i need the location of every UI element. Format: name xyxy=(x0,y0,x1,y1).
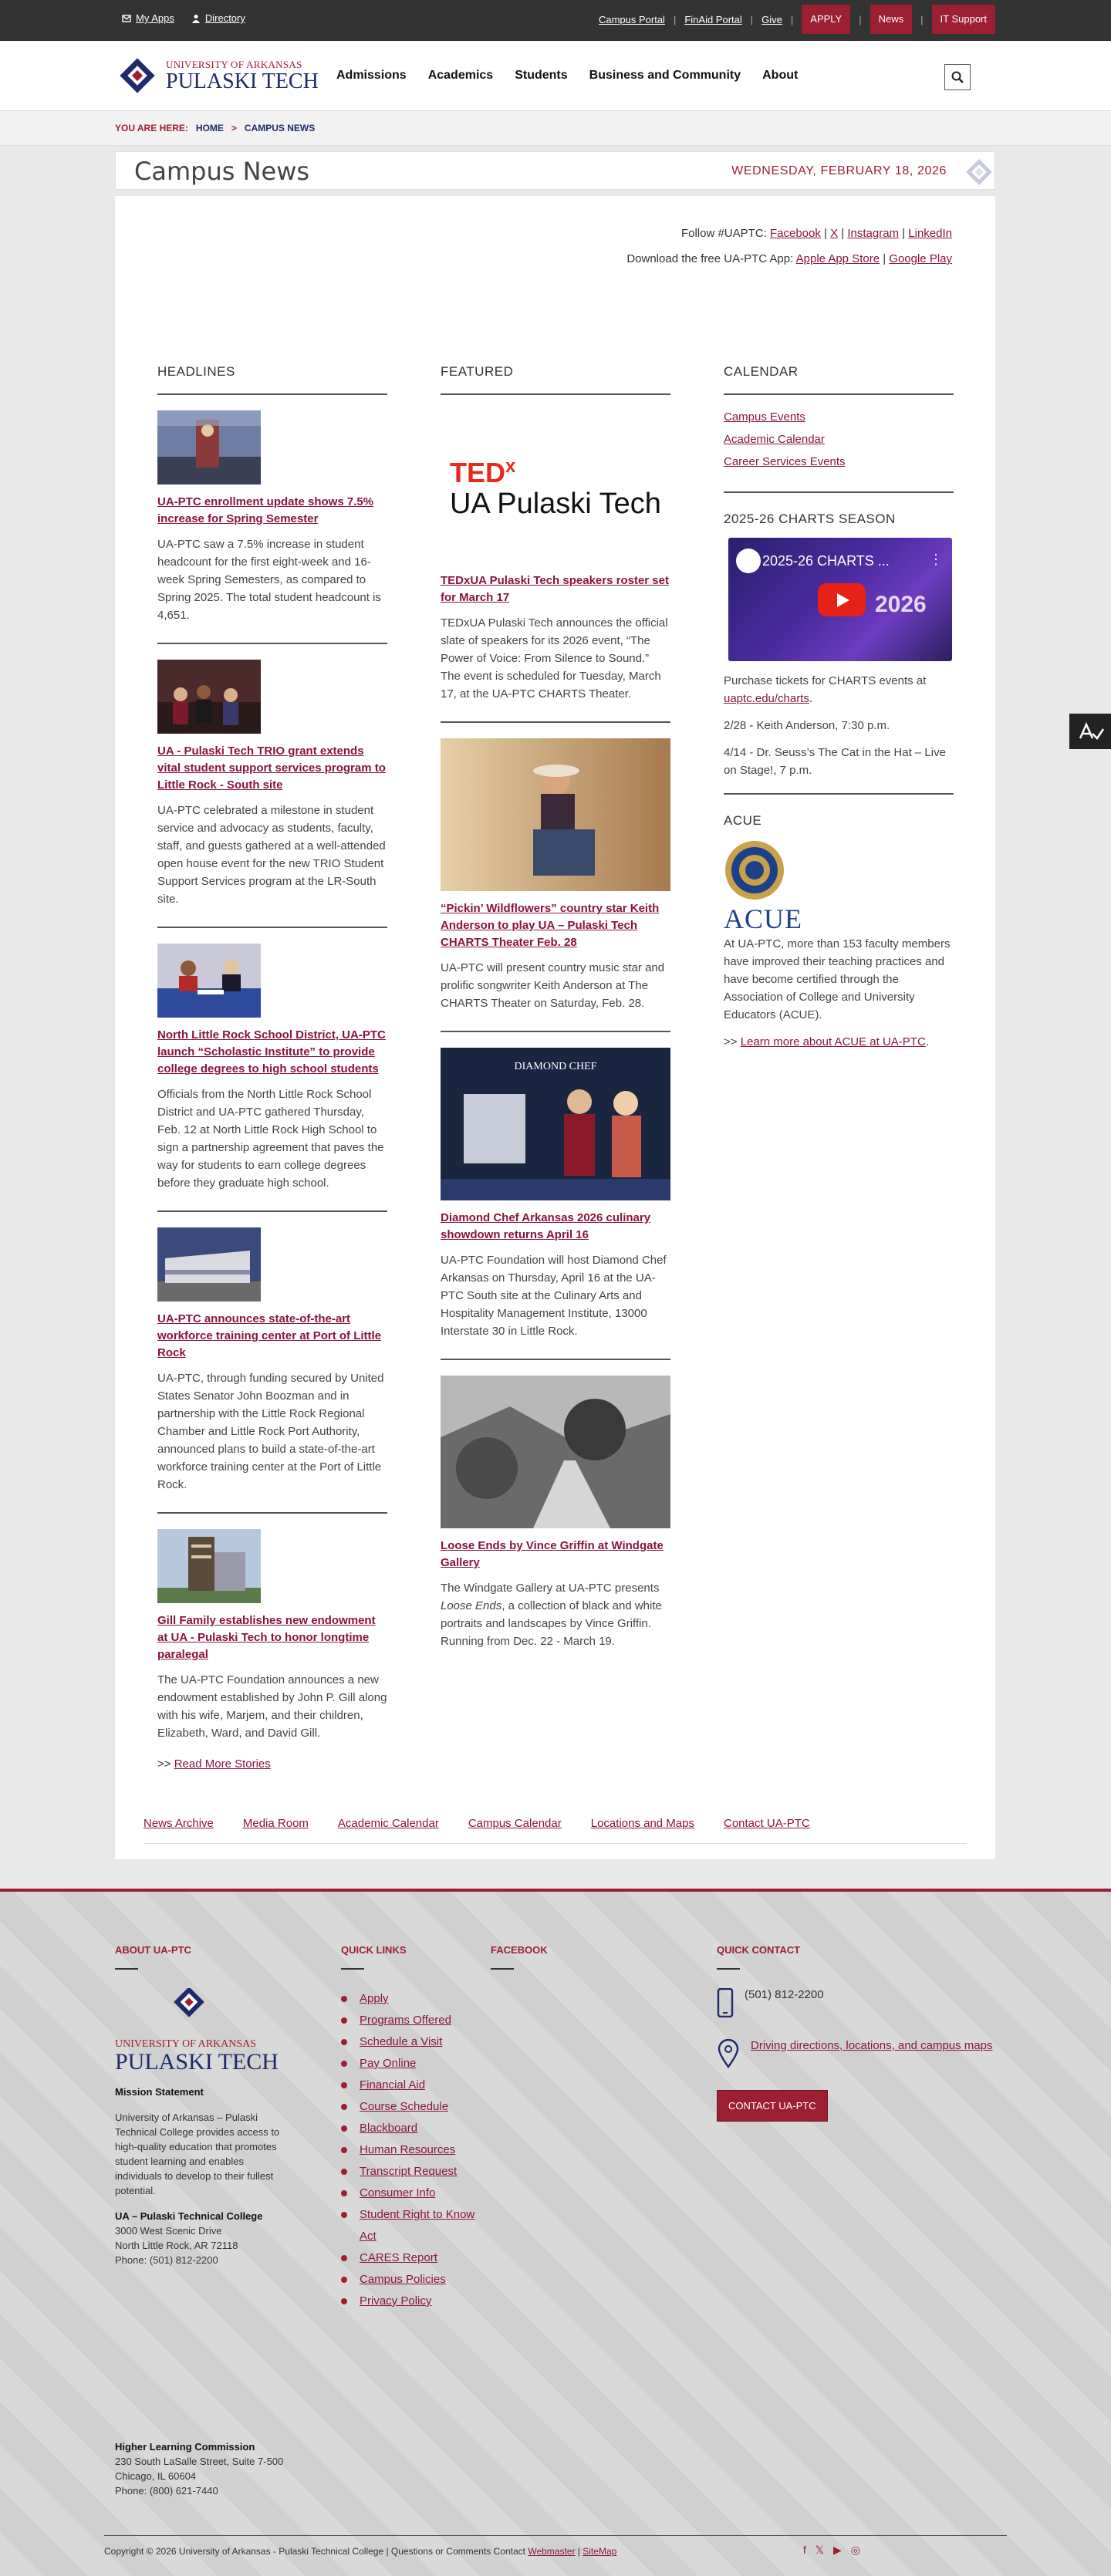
featured-summary-a: The Windgate Gallery at UA-PTC presents xyxy=(441,1582,660,1595)
directory-link[interactable] xyxy=(191,12,245,24)
nav-admissions[interactable]: Admissions xyxy=(336,69,407,82)
quick-link-blackboard[interactable]: Blackboard xyxy=(360,2122,418,2135)
loose-ends-photo[interactable] xyxy=(441,1376,670,1528)
headline-story xyxy=(157,644,387,928)
footer-facebook xyxy=(491,1944,645,1988)
instagram-link[interactable]: Instagram xyxy=(847,227,900,240)
search-icon xyxy=(951,71,964,83)
quick-link-course-schedule[interactable]: Course Schedule xyxy=(360,2100,449,2113)
divider: | xyxy=(920,13,924,25)
read-more-link[interactable]: Read More Stories xyxy=(174,1757,271,1771)
map-pin-icon xyxy=(717,2039,740,2068)
diamond-logo-icon xyxy=(115,53,160,98)
quick-link-item xyxy=(341,2053,488,2075)
site-header xyxy=(0,41,1111,111)
nav-students[interactable]: Students xyxy=(515,69,568,82)
phone-line: Phone: (501) 812-2200 xyxy=(115,2254,218,2266)
quick-link-item xyxy=(341,2118,488,2139)
featured-link[interactable]: Diamond Chef Arkansas 2026 culinary showdown returns April 16 xyxy=(441,1211,651,1241)
featured-link[interactable]: “Pickin’ Wildflowers” country star Keith Anderson to play UA – Pulaski Tech CHARTS Theater Feb. 28 xyxy=(441,902,660,949)
event-item: 2/28 - Keith Anderson, 7:30 p.m. xyxy=(724,719,890,732)
divider xyxy=(144,1843,967,1844)
copyright: Copyright © 2026 University of Arkansas - Pulaski Technical College | Questions or Comments Contact Webmaster | SiteMap xyxy=(104,2546,617,2557)
acue-seal-icon xyxy=(724,839,785,901)
footer-about xyxy=(115,1944,285,2267)
instagram-icon[interactable]: ◎ xyxy=(850,2544,860,2556)
read-more xyxy=(157,1757,387,1771)
nav-academics[interactable]: Academics xyxy=(427,69,494,82)
tedx-logo[interactable] xyxy=(441,410,670,563)
scholastic-thumbnail[interactable] xyxy=(157,944,261,1018)
acue-description: At UA-PTC, more than 153 faculty members have improved their teaching practices and have become certified through the Association of College and University Educators (ACUE). xyxy=(724,937,951,1021)
mission-heading xyxy=(115,2085,285,2099)
event-item: 4/14 - Dr. Seuss’s The Cat in the Hat – Live on Stage!, 7 p.m. xyxy=(724,746,946,777)
headline-summary: Officials from the North Little Rock School District and UA-PTC gathered Thursday, Feb. 12 at North Little Rock High School to sign a partnership agreement that paves the way for students to earn college degrees before they graduate high school. xyxy=(157,1088,384,1190)
featured-link[interactable]: TEDxUA Pulaski Tech speakers roster set for March 17 xyxy=(441,574,669,604)
headline-story xyxy=(157,1514,387,1761)
trio-thumbnail[interactable] xyxy=(157,660,261,734)
diamond-chef-photo[interactable] xyxy=(441,1048,670,1200)
channel-avatar xyxy=(736,549,761,573)
featured-summary-title: Loose Ends xyxy=(441,1599,502,1612)
footer-quick-links xyxy=(341,1944,488,2312)
page-title-bar xyxy=(115,151,995,190)
quick-link-apply[interactable]: Apply xyxy=(360,1992,389,2005)
logo-line1: UNIVERSITY OF ARKANSAS xyxy=(166,59,302,70)
quick-link-item xyxy=(341,2247,488,2269)
tedx-wordmark xyxy=(450,453,670,487)
my-apps-label: My Apps xyxy=(136,12,174,24)
divider: | xyxy=(750,13,754,25)
college-name xyxy=(115,2209,285,2223)
headline-link[interactable]: UA-PTC announces state-of-the-art workforce training center at Port of Little Rock xyxy=(157,1312,382,1359)
campus-portal-link[interactable]: Campus Portal xyxy=(598,13,665,25)
main-nav xyxy=(336,69,798,83)
headline-link[interactable]: UA - Pulaski Tech TRIO grant extends vital student support services program to Little Rock - South site xyxy=(157,744,386,792)
quick-link-policies[interactable]: Campus Policies xyxy=(360,2273,446,2286)
utility-bar xyxy=(0,0,1111,41)
facebook-heading: FACEBOOK xyxy=(491,1944,548,1956)
academic-calendar-link[interactable]: Academic Calendar xyxy=(337,1817,439,1830)
main-content xyxy=(115,196,995,1859)
quick-link-item xyxy=(341,2075,488,2096)
page-title: Campus News xyxy=(134,157,310,186)
quick-links-heading: QUICK LINKS xyxy=(341,1944,407,1956)
charts-season-heading: 2025-26 CHARTS SEASON xyxy=(724,511,896,526)
quick-link-item xyxy=(341,2183,488,2204)
quick-contact-heading: QUICK CONTACT xyxy=(717,1944,801,1956)
site-logo[interactable] xyxy=(115,53,319,98)
keith-anderson-photo[interactable] xyxy=(441,738,670,891)
facebook-icon[interactable]: f xyxy=(802,2544,806,2556)
hlc-address: 230 South LaSalle Street, Suite 7-500 xyxy=(115,2456,284,2467)
hlc-heading xyxy=(115,2439,346,2454)
social-follow: Follow #UAPTC: Facebook | X | Instagram | LinkedIn xyxy=(680,227,952,240)
footer-logo-line1: UNIVERSITY OF ARKANSAS xyxy=(115,2038,257,2050)
bottom-nav xyxy=(144,1817,810,1830)
media-room-link[interactable]: Media Room xyxy=(242,1817,309,1830)
campus-calendar-link[interactable]: Campus Calendar xyxy=(468,1817,562,1830)
locations-maps-link[interactable]: Locations and Maps xyxy=(590,1817,694,1830)
acue-heading: ACUE xyxy=(724,813,762,828)
calendar-column xyxy=(724,364,954,1051)
career-services-link[interactable]: Career Services Events xyxy=(724,455,846,468)
breadcrumb-label: YOU ARE HERE: xyxy=(115,123,188,133)
divider: | xyxy=(790,13,794,25)
calendar-heading: CALENDAR xyxy=(724,364,954,395)
person-icon xyxy=(191,14,201,23)
quick-link-right-to-know[interactable]: Student Right to Know Act xyxy=(360,2208,475,2243)
featured-heading: FEATURED xyxy=(441,364,670,395)
tedx-x: x xyxy=(505,456,516,477)
mission-text: University of Arkansas – Pulaski Technical College provides access to high-quality education that promotes student learning and enables individuals to develop to their fullest potential. xyxy=(115,2112,280,2196)
charts-tickets-link[interactable]: uaptc.edu/charts xyxy=(724,692,809,705)
contact-directions-row xyxy=(717,2039,994,2068)
hlc-address: Chicago, IL 60604 xyxy=(115,2470,197,2482)
quick-link-item xyxy=(341,2010,488,2031)
it-support-button[interactable]: IT Support xyxy=(932,5,995,34)
hlc-phone: Phone: (800) 621-7440 xyxy=(115,2485,218,2497)
headline-link[interactable]: Gill Family establishes new endowment at UA - Pulaski Tech to honor longtime paralegal xyxy=(157,1614,376,1661)
headline-summary: UA-PTC, through funding secured by United States Senator John Boozman and in partnership with the Little Rock Regional Chamber and Little Rock Port Authority, announced plans to build a state-of-the-art workforce training center at the Port of Little Rock. xyxy=(157,1372,384,1491)
headline-summary: UA-PTC celebrated a milestone in student service and advocacy as students, faculty, staff, and guests gathered at a well-attended open house event for the new TRIO Student Support Services program at the LR-South site. xyxy=(157,804,386,906)
quick-links-list xyxy=(341,1988,488,2312)
headline-story xyxy=(157,928,387,1212)
quick-link-item xyxy=(341,2269,488,2291)
headline-story xyxy=(157,1212,387,1514)
tickets-prefix: Purchase tickets for CHARTS events at xyxy=(724,674,927,687)
tedx-ted: TED xyxy=(450,457,505,488)
headline-summary: The UA-PTC Foundation announces a new endowment established by John P. Gill along with his wife, Marjem, and their children, Elizabeth, Ward, and David Gill. xyxy=(157,1673,387,1740)
acue-wordmark: ACUE xyxy=(724,903,802,934)
quick-link-pay[interactable]: Pay Online xyxy=(360,2057,417,2070)
divider xyxy=(104,2535,1007,2536)
hlc-heading-text: Higher Learning Commission xyxy=(115,2441,255,2453)
search-button[interactable] xyxy=(944,64,971,90)
acue-more-prefix: >> xyxy=(724,1035,738,1048)
featured-summary: UA-PTC will present country music star and prolific songwriter Keith Anderson at The CHARTS Theater on Saturday, Feb. 28. xyxy=(441,961,665,1010)
breadcrumb xyxy=(0,111,1111,146)
apple-store-link[interactable]: Apple App Store xyxy=(795,252,880,265)
quick-link-item xyxy=(341,2031,488,2053)
give-link[interactable]: Give xyxy=(761,13,782,25)
quick-link-item xyxy=(341,2291,488,2312)
video-menu-icon[interactable]: ⋮ xyxy=(929,552,943,567)
featured-story xyxy=(441,1360,670,1669)
news-button[interactable]: News xyxy=(870,5,913,34)
featured-summary: TEDxUA Pulaski Tech announces the official slate of speakers for its 2026 event, “The Power of Voice: From Silence to Sound.” The event is scheduled for Tuesday, March 17, at the UA-PTC CHARTS Theater. xyxy=(441,616,668,701)
quick-link-visit[interactable]: Schedule a Visit xyxy=(360,2035,443,2048)
utility-right xyxy=(599,5,995,34)
divider xyxy=(717,1968,740,1970)
footer-hlc xyxy=(115,2439,346,2498)
logo-text xyxy=(166,59,319,93)
featured-story xyxy=(441,1032,670,1360)
featured-summary: UA-PTC Foundation will host Diamond Chef Arkansas on Thursday, April 16 at the UA-PTC South site at the Culinary Arts and Hospitality Management Institute, 13000 Interstate 30 in Little Rock. xyxy=(441,1254,667,1338)
accessibility-text-icon xyxy=(1069,714,1111,749)
footer-logo-line2: PULASKI TECH xyxy=(115,2049,279,2075)
app-prefix: Download the free UA-PTC App: xyxy=(626,252,794,265)
college-name-text: UA – Pulaski Technical College xyxy=(115,2210,263,2222)
video-title: 2025-26 CHARTS ... xyxy=(762,553,890,569)
workforce-center-thumbnail[interactable] xyxy=(157,1227,261,1302)
quick-link-item xyxy=(341,2204,488,2247)
quick-link-consumer-info[interactable]: Consumer Info xyxy=(360,2186,436,2200)
quick-link-item xyxy=(341,2096,488,2118)
sitemap-link[interactable]: SiteMap xyxy=(583,2546,617,2557)
current-date: WEDNESDAY, FEBRUARY 18, 2026 xyxy=(731,164,947,177)
follow-prefix: Follow #UAPTC: xyxy=(680,227,767,240)
envelope-icon xyxy=(122,14,131,23)
directory-label: Directory xyxy=(204,12,245,24)
breadcrumb-separator: > xyxy=(231,123,237,133)
featured-summary-b: , a collection of black and white portraits and landscapes by Vince Griffin. Running from Dec. 22 - March 19. xyxy=(441,1599,662,1648)
address-line: North Little Rock, AR 72118 xyxy=(115,2240,238,2251)
video-overlay-year: 2026 xyxy=(875,592,927,617)
academic-calendar-link[interactable]: Academic Calendar xyxy=(724,433,825,446)
headline-story xyxy=(157,395,387,644)
contact-phone[interactable]: (501) 812-2200 xyxy=(745,1988,824,2001)
contact-uaptc-button[interactable]: CONTACT UA-PTC xyxy=(717,2090,828,2122)
contact-link[interactable]: Contact UA-PTC xyxy=(724,1817,810,1830)
google-play-link[interactable]: Google Play xyxy=(889,252,952,265)
quick-link-transcript[interactable]: Transcript Request xyxy=(360,2165,458,2178)
quick-link-programs[interactable]: Programs Offered xyxy=(360,2014,451,2027)
quick-link-privacy[interactable]: Privacy Policy xyxy=(360,2294,432,2308)
youtube-icon[interactable]: ▶ xyxy=(833,2544,842,2556)
footer-diamond-logo-icon xyxy=(115,1988,266,2034)
featured-summary xyxy=(441,1579,670,1650)
campus-events-link[interactable]: Campus Events xyxy=(724,410,805,424)
headline-link[interactable]: North Little Rock School District, UA-PTC launch “Scholastic Institute” to provide college degrees to high school students xyxy=(157,1028,386,1075)
featured-link[interactable]: Loose Ends by Vince Griffin at Windgate Gallery xyxy=(441,1539,664,1569)
footer-logo[interactable] xyxy=(115,1988,285,2074)
finaid-portal-link[interactable]: FinAid Portal xyxy=(684,13,742,25)
divider: | xyxy=(673,13,677,25)
headline-link[interactable]: UA-PTC enrollment update shows 7.5% increase for Spring Semester xyxy=(157,495,374,525)
diamond-chef-banner: DIAMOND CHEF xyxy=(514,1061,597,1072)
apply-button[interactable]: APPLY xyxy=(802,5,850,34)
calendar-links xyxy=(724,395,954,493)
headlines-heading: HEADLINES xyxy=(157,364,387,395)
charts-video-player[interactable] xyxy=(728,538,952,661)
gill-endowment-thumbnail[interactable] xyxy=(157,1529,261,1603)
divider: | xyxy=(859,13,862,25)
tedx-subtitle: UA Pulaski Tech xyxy=(450,488,661,520)
quick-link-item xyxy=(341,2139,488,2161)
my-apps-link[interactable] xyxy=(122,12,174,24)
divider xyxy=(491,1968,514,1970)
headline-summary: UA-PTC saw a 7.5% increase in student headcount for the first eight-week and 16-week Spring Semesters, as compared to Spring 2025. The total student headcount is 4,651. xyxy=(157,538,381,622)
quick-link-item xyxy=(341,1988,488,2010)
divider xyxy=(341,1968,364,1970)
app-download: Download the free UA-PTC App: Apple App Store | Google Play xyxy=(626,252,952,265)
tickets-text: Purchase tickets for CHARTS events at uaptc.edu/charts. xyxy=(724,674,927,705)
featured-story xyxy=(441,395,670,723)
footer-about-heading: ABOUT UA-PTC xyxy=(115,1944,191,1956)
breadcrumb-current[interactable]: CAMPUS NEWS xyxy=(244,123,316,133)
quick-link-financial-aid[interactable]: Financial Aid xyxy=(360,2078,426,2092)
acue-more: >> Learn more about ACUE at UA-PTC. xyxy=(724,1035,929,1048)
headlines-column xyxy=(157,364,387,1771)
section-divider xyxy=(724,793,954,795)
copyright-text: Copyright © 2026 University of Arkansas - Pulaski Technical College | Questions or Comments Contact xyxy=(104,2546,525,2557)
nav-about[interactable]: About xyxy=(762,69,799,82)
quick-link-hr[interactable]: Human Resources xyxy=(360,2143,456,2156)
acue-more-link[interactable]: Learn more about ACUE at UA-PTC xyxy=(740,1035,926,1048)
directions-link[interactable]: Driving directions, locations, and campus maps xyxy=(751,2039,993,2052)
quick-link-item xyxy=(341,2161,488,2183)
featured-column xyxy=(441,364,670,1669)
contact-phone-row xyxy=(717,1988,994,2017)
phone-icon xyxy=(717,1988,734,2017)
featured-story xyxy=(441,723,670,1032)
breadcrumb-home[interactable]: HOME xyxy=(195,123,224,133)
diamond-decoration-icon xyxy=(964,157,994,187)
logo-line2: PULASKI TECH xyxy=(166,69,319,93)
news-archive-link[interactable]: News Archive xyxy=(144,1817,214,1830)
nav-business-community[interactable]: Business and Community xyxy=(589,69,741,82)
address-line: 3000 West Scenic Drive xyxy=(115,2225,222,2237)
site-footer xyxy=(0,1889,1111,2576)
social-icons xyxy=(803,2544,860,2557)
x-link[interactable]: X xyxy=(830,227,839,240)
divider xyxy=(115,1968,138,1970)
utility-left xyxy=(122,12,245,24)
accessibility-button[interactable] xyxy=(1069,714,1111,749)
acue-logo xyxy=(724,839,809,934)
linkedin-link[interactable]: LinkedIn xyxy=(908,227,952,240)
facebook-link[interactable]: Facebook xyxy=(769,227,821,240)
enrollment-thumbnail[interactable] xyxy=(157,410,261,484)
quick-link-cares[interactable]: CARES Report xyxy=(360,2251,437,2264)
read-more-prefix: >> xyxy=(157,1757,171,1771)
webmaster-link[interactable]: Webmaster xyxy=(528,2546,576,2557)
mission-heading-text: Mission Statement xyxy=(115,2086,204,2098)
twitter-icon[interactable]: 𝕏 xyxy=(815,2544,824,2556)
footer-quick-contact xyxy=(717,1944,994,2122)
play-icon[interactable] xyxy=(818,583,866,616)
